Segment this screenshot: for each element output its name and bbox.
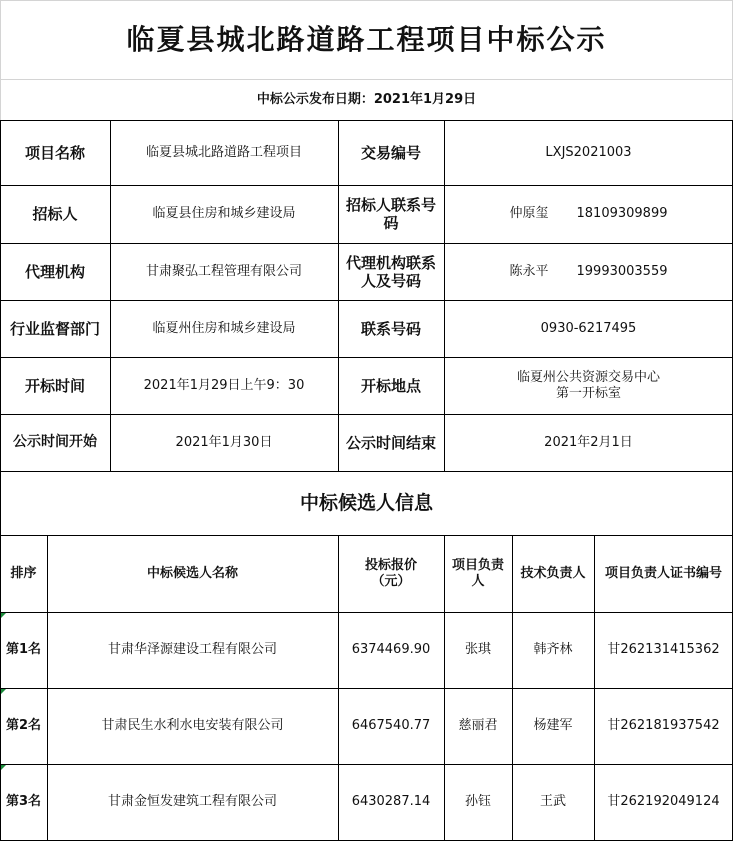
candidate-name: 甘肃民生水利水电安装有限公司 [101, 718, 284, 734]
notice-end-value: 2021年2月1日 [544, 434, 633, 450]
tenderer-contact-phone: 18109309899 [576, 206, 668, 222]
header-bid-price: 投标报价（元） [364, 557, 417, 589]
candidate-tech: 王武 [539, 794, 566, 810]
tenderer-contact-label: 招标人联系号码 [345, 196, 436, 232]
supervisor-phone-value: 0930-6217495 [540, 320, 637, 336]
candidate-tech: 韩齐林 [533, 642, 573, 658]
agency-contact-label: 代理机构联系人及号码 [345, 253, 436, 290]
open-place-line1: 临夏州公共资源交易中心 [516, 369, 660, 385]
notice-end-label: 公示时间结束 [345, 433, 436, 452]
tenderer-contact-value [444, 185, 733, 243]
trade-no-label: 交易编号 [360, 143, 421, 162]
open-place-line2: 第一开标室 [555, 385, 621, 401]
open-place-value [444, 357, 733, 414]
candidate-name: 甘肃华泽源建设工程有限公司 [107, 642, 277, 658]
candidates-section-title: 中标候选人信息 [299, 491, 433, 514]
agency-contact-value [444, 243, 733, 300]
open-time-value: 2021年1月29日上午9：30 [143, 377, 305, 393]
agency-contact-phone: 19993003559 [576, 263, 668, 279]
candidate-price: 6430287.14 [351, 794, 431, 810]
candidate-pm: 慈丽君 [458, 718, 498, 734]
candidate-cert: 甘262192049124 [607, 794, 720, 810]
header-candidate-name: 中标候选人名称 [146, 565, 238, 581]
candidate-cert: 甘262181937542 [607, 718, 720, 734]
header-rank: 排序 [10, 565, 37, 581]
open-place-label: 开标地点 [360, 376, 421, 395]
page-title: 临夏县城北路道路工程项目中标公示 [126, 23, 607, 57]
agency-contact-name: 陈永平 [509, 263, 549, 279]
candidate-tech: 杨建军 [533, 718, 573, 734]
candidate-rank: 第2名 [5, 718, 42, 734]
project-name-label: 项目名称 [24, 143, 85, 162]
agency-value: 甘肃聚弘工程管理有限公司 [145, 263, 302, 279]
notice-start-label: 公示时间开始 [13, 434, 97, 451]
tenderer-value: 临夏县住房和城乡建设局 [152, 206, 296, 222]
candidate-price: 6467540.77 [351, 718, 431, 734]
notice-start-value: 2021年1月30日 [175, 434, 273, 450]
candidate-rank: 第1名 [5, 642, 42, 658]
candidate-pm: 张琪 [464, 642, 491, 658]
supervisor-value: 临夏州住房和城乡建设局 [152, 320, 296, 336]
header-project-manager: 项目负责人 [451, 557, 504, 589]
tenderer-contact-name: 仲原玺 [509, 206, 549, 222]
publish-date: 中标公示发布日期：2021年1月29日 [256, 92, 477, 108]
open-time-label: 开标时间 [24, 376, 85, 395]
header-pm-certificate: 项目负责人证书编号 [604, 565, 722, 581]
candidate-pm: 孙钰 [464, 794, 491, 810]
candidate-price: 6374469.90 [351, 642, 431, 658]
project-name-value: 临夏县城北路道路工程项目 [145, 144, 302, 160]
header-technical-lead: 技术负责人 [520, 565, 586, 581]
tenderer-label: 招标人 [32, 205, 78, 223]
trade-no-value: LXJS2021003 [545, 144, 632, 160]
candidate-rank: 第3名 [5, 794, 42, 810]
supervisor-label: 行业监督部门 [9, 319, 100, 338]
candidate-name: 甘肃金恒发建筑工程有限公司 [107, 794, 277, 810]
candidate-cert: 甘262131415362 [607, 642, 720, 658]
supervisor-phone-label: 联系号码 [360, 319, 421, 338]
agency-label: 代理机构 [24, 262, 85, 281]
